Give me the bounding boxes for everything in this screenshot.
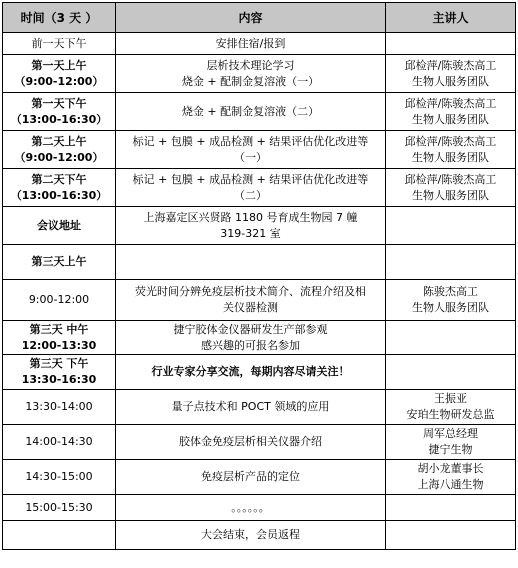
speaker-cell-line: 上海八通生物: [417, 478, 484, 491]
time-cell-line: 15:00-15:30: [25, 500, 93, 514]
content-cell-line: 标记 + 包膜 + 成品检测 + 结果评估优化改进等: [132, 134, 369, 148]
content-cell-line: （二）: [234, 188, 267, 202]
time-cell-line: 第三天 中午: [29, 322, 89, 336]
table-row: [3, 390, 516, 425]
content-cell-line: 。。。。。。: [231, 500, 270, 514]
speaker-cell: [386, 495, 516, 521]
schedule-rows: [3, 33, 516, 550]
speaker-cell: [386, 460, 516, 495]
table-row: [3, 245, 516, 280]
content-cell-line: 荧光时间分辨免疫层析技术简介、流程介绍及相: [135, 285, 366, 298]
speaker-cell: [386, 131, 516, 169]
content-cell: [116, 425, 386, 460]
content-cell: [116, 321, 386, 355]
time-cell-line: （9:00-12:00）: [14, 74, 104, 88]
speaker-cell: [386, 425, 516, 460]
table-row: [3, 207, 516, 245]
table-row: [3, 55, 516, 93]
content-cell: [116, 169, 386, 207]
time-cell-line: 13:30-16:30: [21, 373, 97, 386]
time-cell-line: 第一天下午: [31, 96, 87, 110]
time-cell-line: （13:00-16:30）: [10, 112, 108, 126]
content-cell: [116, 55, 386, 93]
time-cell: [3, 390, 116, 425]
speaker-cell-line: 生物人服务团队: [412, 74, 489, 88]
header-content: 内容: [116, 3, 386, 33]
content-cell-line: 胶体金免疫层析相关仪器介绍: [179, 435, 322, 448]
content-cell: [116, 460, 386, 495]
time-cell: [3, 207, 116, 245]
speaker-cell-line: 陈骏杰高工: [423, 285, 478, 298]
time-cell-line: 会议地址: [37, 218, 81, 232]
time-cell-line: 14:00-14:30: [25, 435, 93, 448]
time-cell: [3, 33, 116, 55]
content-cell-line: 行业专家分享交流，每期内容尽请关注！: [151, 365, 350, 378]
content-cell: [116, 521, 386, 550]
speaker-cell-line: 胡小龙董事长: [417, 462, 484, 475]
time-cell: [3, 495, 116, 521]
content-cell: [116, 390, 386, 425]
time-cell: [3, 245, 116, 280]
speaker-cell: [386, 169, 516, 207]
content-cell-line: 免疫层析产品的定位: [201, 470, 300, 483]
speaker-cell: [386, 355, 516, 390]
time-cell: [3, 425, 116, 460]
table-row: [3, 33, 516, 55]
content-cell-line: 层析技术理论学习: [206, 58, 295, 72]
table-row: [3, 93, 516, 131]
time-cell-line: 9:00-12:00: [28, 293, 90, 306]
content-cell-line: 烧金 + 配制金复溶液（一）: [181, 74, 320, 88]
time-cell-line: 第二天下午: [31, 172, 87, 186]
table-row: [3, 321, 516, 355]
content-cell: [116, 495, 386, 521]
table-row: [3, 280, 516, 321]
speaker-cell: [386, 280, 516, 321]
content-cell-line: 安排住宿/报到: [215, 36, 286, 50]
table-row: [3, 169, 516, 207]
content-cell-line: 大会结束，会员返程: [201, 528, 300, 541]
time-cell: [3, 321, 116, 355]
time-cell-line: 第三天上午: [31, 255, 87, 268]
content-cell-line: 量子点技术和 POCT 领域的应用: [171, 400, 330, 413]
content-cell-line: 关仪器检测: [223, 301, 278, 314]
content-cell-line: （一）: [234, 150, 267, 164]
content-cell-line: 上海嘉定区兴贤路 1180 号育成生物园 7 幢: [143, 210, 358, 224]
speaker-cell-line: 周军总经理: [423, 427, 478, 440]
schedule-table: [2, 2, 516, 550]
content-cell: [116, 355, 386, 390]
content-cell-line: 标记 + 包膜 + 成品检测 + 结果评估优化改进等: [132, 172, 369, 186]
time-cell-line: 12:00-13:30: [21, 338, 97, 352]
table-row: [3, 355, 516, 390]
time-cell-line: 第二天上午: [31, 134, 87, 148]
speaker-cell: [386, 207, 516, 245]
speaker-cell-line: 邱检萍/陈骏杰高工: [404, 134, 497, 148]
time-cell: [3, 55, 116, 93]
speaker-cell: [386, 55, 516, 93]
content-cell: [116, 207, 386, 245]
time-cell: [3, 169, 116, 207]
table-row: [3, 425, 516, 460]
time-cell: [3, 93, 116, 131]
table-row: [3, 460, 516, 495]
time-cell: [3, 460, 116, 495]
time-cell: [3, 280, 116, 321]
time-cell-line: 13:30-14:00: [25, 400, 93, 413]
speaker-cell-line: 生物人服务团队: [412, 301, 489, 314]
speaker-cell-line: 捷宁生物: [428, 443, 473, 456]
table-row: [3, 521, 516, 550]
table-header-row: [3, 3, 516, 33]
content-cell-line: 319-321 室: [220, 226, 281, 240]
content-cell: [116, 33, 386, 55]
time-cell: [3, 355, 116, 390]
content-cell: [116, 245, 386, 280]
time-cell-line: （13:00-16:30）: [10, 188, 108, 202]
header-speaker: 主讲人: [386, 3, 516, 33]
time-cell-line: 前一天下午: [31, 36, 87, 50]
speaker-cell-line: 生物人服务团队: [412, 112, 489, 126]
speaker-cell: [386, 93, 516, 131]
speaker-cell-line: 生物人服务团队: [412, 150, 489, 164]
table-row: [3, 131, 516, 169]
time-cell-line: 第三天 下午: [29, 357, 89, 370]
speaker-cell: [386, 321, 516, 355]
content-cell: [116, 131, 386, 169]
speaker-cell: [386, 245, 516, 280]
content-cell-line: 感兴趣的可报名参加: [201, 338, 300, 352]
speaker-cell-line: 王振亚: [434, 392, 467, 405]
time-cell-line: 第一天上午: [31, 58, 87, 72]
speaker-cell: [386, 33, 516, 55]
time-cell-line: （9:00-12:00）: [14, 150, 104, 164]
speaker-cell-line: 生物人服务团队: [412, 188, 489, 202]
speaker-cell-line: 邱检萍/陈骏杰高工: [404, 58, 497, 72]
speaker-cell: [386, 521, 516, 550]
table-row: [3, 495, 516, 521]
speaker-cell-line: 邱检萍/陈骏杰高工: [404, 172, 497, 186]
content-cell-line: 捷宁胶体金仪器研发生产部参观: [173, 322, 328, 336]
header-time: 时间（3 天 ）: [3, 3, 116, 33]
speaker-cell: [386, 390, 516, 425]
time-cell: [3, 521, 116, 550]
speaker-cell-line: 邱检萍/陈骏杰高工: [404, 96, 497, 110]
speaker-cell-line: 安珀生物研发总监: [406, 408, 495, 421]
time-cell: [3, 131, 116, 169]
content-cell: [116, 93, 386, 131]
content-cell: [116, 280, 386, 321]
time-cell-line: 14:30-15:00: [25, 470, 93, 483]
content-cell-line: 烧金 + 配制金复溶液（二）: [181, 104, 320, 118]
